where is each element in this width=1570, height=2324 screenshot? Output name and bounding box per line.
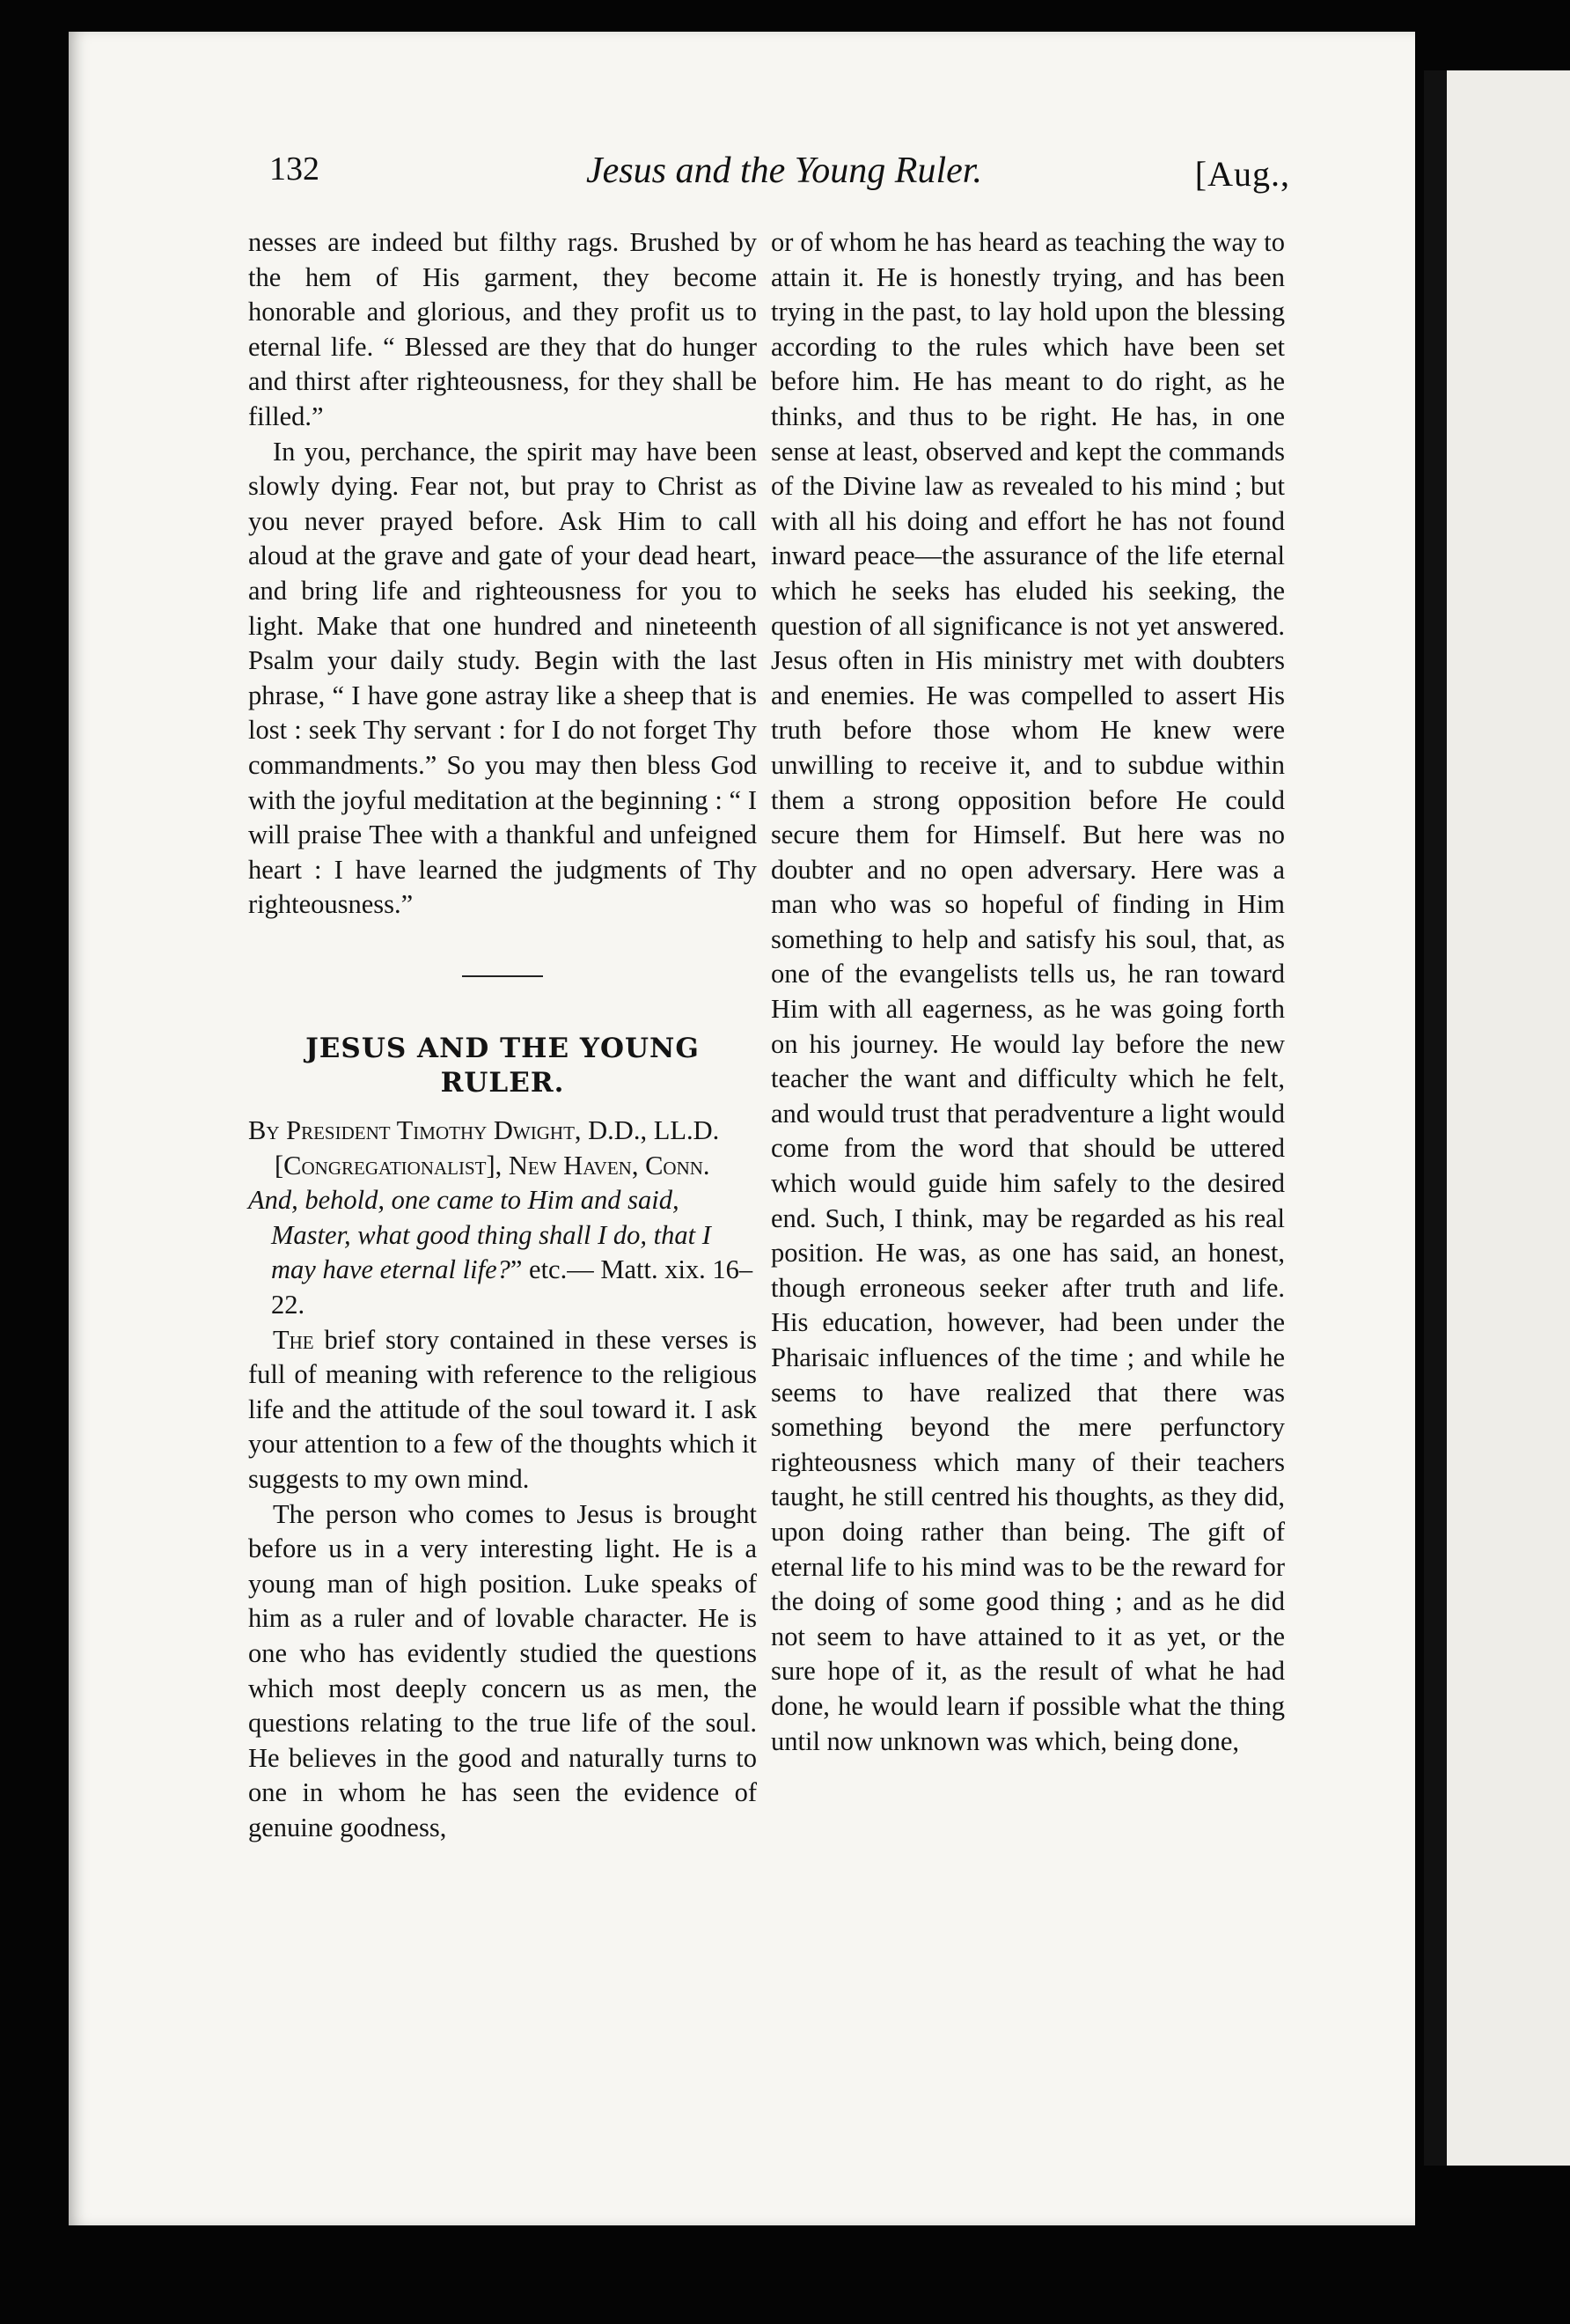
article-title: JESUS AND THE YOUNG RULER. [305,1032,700,1099]
right-column [771,225,1285,1759]
next-page-edge [1424,70,1570,2166]
page-number: 132 [269,151,319,188]
epigraph [248,1183,757,1322]
epigraph-reference: ” etc.— Matt. xix. 16–22. [271,1254,753,1320]
paragraph: nesses are indeed but filthy rags. Brushed by the hem of His garment, they become honorable and glorious, and they profit us to eternal life. “ Blessed are they that do hunger and thirst after righteousness, for they shall be filled.” [248,227,757,431]
epigraph-text: And, behold, one came to Him and said, Master, what good thing shall I do, that I may have eternal life? [248,1185,711,1285]
section-divider [462,975,543,977]
running-title: Jesus and the Young Ruler. [586,151,982,191]
paragraph: In you, perchance, the spirit may have been slowly dying. Fear not, but pray to Christ as you never prayed before. Ask Him to call aloud at the grave and gate of your dead heart, and bring life and righteousness for you to light. Make that one hundred and nineteenth Psalm your daily study. Begin with the last phrase, “ I have gone astray like a sheep that is lost : seek Thy servant : for I do not forget Thy commandments.” So you may then bless God with the joyful meditation at the beginning : “ I will praise Thee with a thankful and unfeigned heart : I have learned the judgments of Thy righteousness.” [248,436,757,920]
byline: By President Timothy Dwight, D.D., LL.D. [Congregationalist], New Haven, Conn. [248,1115,720,1180]
paragraph-text: brief story contained in these verses is full of meaning with reference to the religious life and the attitude of the soul toward it. I ask your attention to a few of the thoughts which it suggests to my own mind. [248,1324,757,1494]
paragraph-lead: The [273,1324,314,1355]
running-header [269,150,1290,211]
paragraph [248,1323,757,1497]
paragraph: or of whom he has heard as teaching the way to attain it. He is honestly trying, and has been trying in the past, to lay hold upon the blessing according to the rules which have been set before him. He has meant to do right, as he thinks, and thus to be right. He has, in one sense at least, observed and kept the commands of the Divine law as revealed to his mind ; but with all his doing and effort he has not found inward peace—the assurance of the life eternal which he seeks has eluded his seeking, the question of all significance is not yet answered. Jesus often in His ministry met with doubters and enemies. He was compelled to assert His truth before those whom He knew were unwilling to receive it, and to subdue within them a strong opposition before He could secure them for Himself. But here was no doubter and no open adversary. Here was a man who was so hopeful of finding in Him something to help and satisfy his soul, that, as one of the evangelists tells us, he ran toward Him with all eagerness, as he was going forth on his journey. He would lay before the new teacher the want and difficulty which he felt, and would trust that peradventure a light would come from the word that should be uttered which would guide him safely to the desired end. Such, I think, may be regarded as his real position. He was, as one has said, an honest, though erroneous seeker after truth and life. His education, however, had been under the Pharisaic influences of the time ; and while he seems to have realized that there was something beyond the mere perfunctory righteousness which many of their teachers taught, he still centred his thoughts, as they did, upon doing rather than being. The gift of eternal life to his mind was to be the reward for the doing of some good thing ; and as he did not seem to have attained to it as yet, or the sure hope of it, as the result of what he had done, he would learn if possible what the thing until now unknown was which, being done, [771,227,1285,1756]
running-month: [Aug., [1194,154,1290,194]
paragraph: The person who comes to Jesus is brought before us in a very interesting light. He is a young man of high position. Luke speaks of him as a ruler and of lovable character. He is one who has evidently studied the questions which most deeply concern us as men, the questions relating to the true life of the soul. He believes in the good and naturally turns to one in whom he has seen the evidence of genuine goodness, [248,1498,757,1842]
gutter-shadow [1424,70,1447,2166]
left-column [248,225,757,1846]
